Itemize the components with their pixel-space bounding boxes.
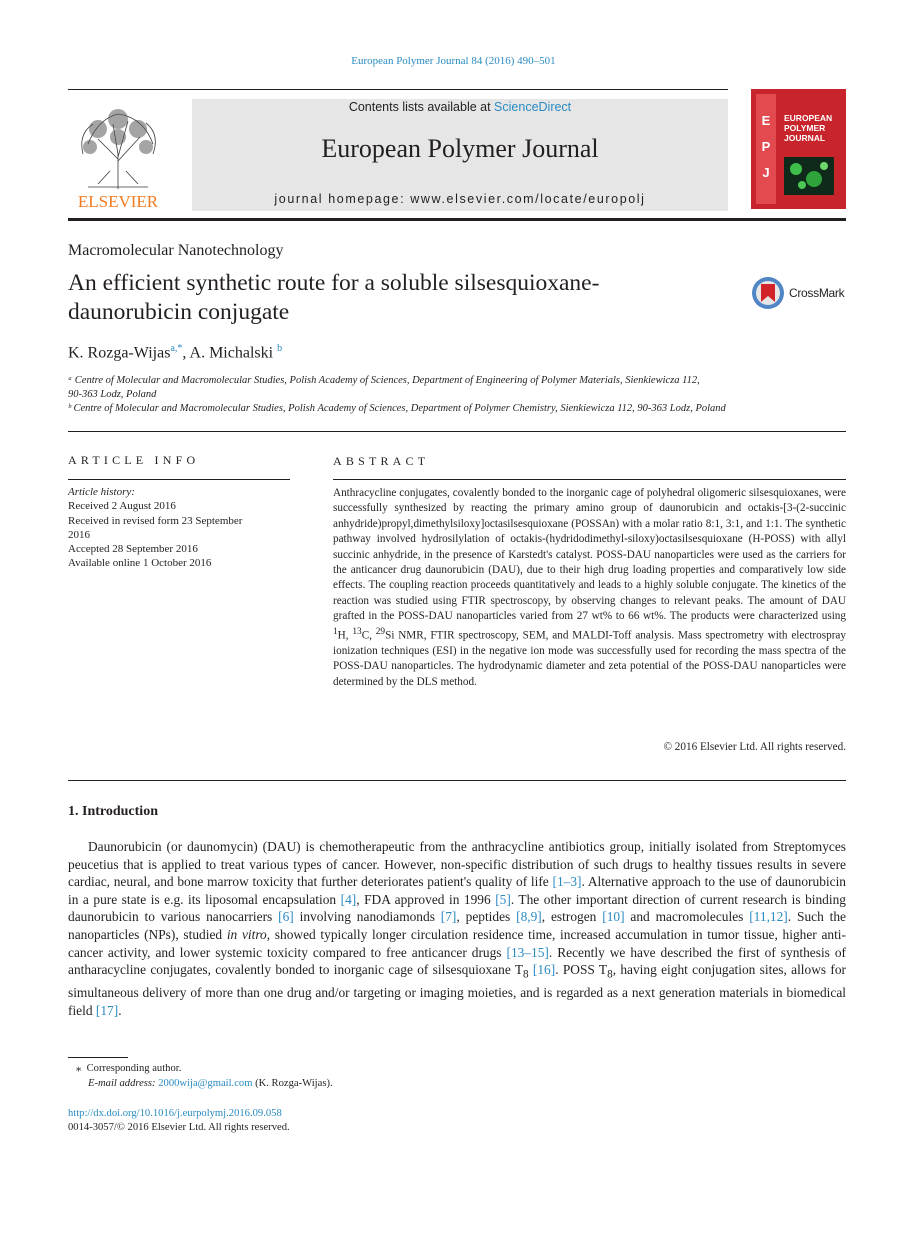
cover-title-line2: POLYMER [784, 123, 826, 133]
author-1: K. Rozga-Wijas [68, 344, 171, 362]
email-note [88, 1078, 333, 1089]
journal-cover [751, 89, 846, 209]
intro-text: and macromolecules [624, 909, 750, 925]
footnote-rule [68, 1057, 128, 1058]
header-top-rule [68, 89, 728, 90]
accepted-date: Accepted 28 September 2016 [68, 543, 198, 555]
crossmark-label: CrossMark [789, 286, 845, 300]
journal-homepage [192, 192, 728, 206]
corresponding-star: ⁎ [76, 1063, 82, 1074]
intro-text: , peptides [456, 909, 517, 925]
affiliation-b: ᵇ Centre of Molecular and Macromolecular Studies, Polish Academy of Sciences, Department of Polymer Chemistry, Sienkiewicza 112, 90-363 Lodz, Poland [68, 403, 726, 414]
intro-text: . Such the nanoparticles (NPs), studied [68, 909, 846, 942]
email-owner: (K. Rozga-Wijas). [252, 1078, 333, 1089]
article-info-rule [68, 479, 290, 480]
intro-text: . [118, 1003, 122, 1019]
cover-title-line1: EUROPEAN [784, 113, 833, 123]
crossmark-badge[interactable] [751, 276, 851, 312]
ref-link[interactable]: [17] [95, 1003, 119, 1019]
author-1-affil[interactable]: a,* [170, 343, 183, 354]
crossmark-icon [751, 276, 789, 312]
nmr-h-element: H, [337, 629, 353, 642]
revised-date-line1: Received in revised form 23 September [68, 515, 243, 527]
cover-title-line3: JOURNAL [784, 133, 826, 143]
sciencedirect-link[interactable]: ScienceDirect [494, 100, 572, 114]
article-title [68, 269, 708, 327]
introduction-heading: 1. Introduction [68, 804, 158, 819]
nmr-si-mass: 29 [375, 626, 386, 637]
abstract-text [333, 486, 846, 690]
ref-link[interactable]: [1–3] [552, 874, 582, 890]
affiliation-a-line2: 90-363 Lodz, Poland [68, 389, 157, 400]
issn-line: 0014-3057/© 2016 Elsevier Ltd. All rights reserved. [68, 1122, 290, 1133]
contents-line [192, 100, 728, 114]
abstract-body: Anthracycline conjugates, covalently bonded to the inorganic cage of polyhedral oligomeric silsesquioxanes, were successfully synthesized by reacting the primary amino group of daunorubicin and octakis-[3-(2-succinic anhydride)propyl,dimethylsiloxy]octasilsesquioxane (POSSAn) with a molar ratio 8:1, 3:1, and 1:1. The synthetic pathway involved hydrosilylation of octakis-(hydridodimethyl-siloxy)octasilsesquioxane (H-POSS) with allyl succinic anhydride, in the presence of Karstedt's catalyst. POSS-DAU nanoparticles were used as the carriers for the anticancer drug daunorubicin (DAU), due to their high drug loading properties and comparatively low side effects. The coupling reaction proceeds quantitatively and leads to a highly soluble conjugate. The kinetics of the reaction was studied using FTIR spectroscopy, by observing changes to relevant peaks. The amount of DAU grafted in the POSS-DAU nanoparticles varied from 27 wt% to 66 wt%. The products were characterized using [333, 487, 846, 623]
elsevier-wordmark: ELSEVIER [77, 192, 159, 211]
revised-date-line2: 2016 [68, 529, 90, 541]
ref-link[interactable]: [4] [340, 891, 357, 907]
cover-letter-p: P [761, 139, 771, 154]
nmr-c-mass: 13 [352, 626, 362, 637]
intro-text: involving nanodiamonds [293, 909, 441, 925]
ref-link[interactable]: [11,12] [749, 909, 788, 925]
cover-letter-e: E [761, 113, 771, 128]
intro-italic: in vitro [226, 926, 267, 942]
author-list [68, 343, 282, 362]
received-date: Received 2 August 2016 [68, 500, 176, 512]
header-bottom-rule [68, 218, 846, 221]
article-title-line2: daunorubicin conjugate [68, 299, 290, 325]
abstract-copyright: © 2016 Elsevier Ltd. All rights reserved. [663, 741, 846, 753]
intro-text: . Recently we have described the first of synthesis of antharacycline conjugates, covalently bonded to inorganic cage of silsesquioxane T [68, 944, 846, 978]
affiliation-a-line1: ᵃ Centre of Molecular and Macromolecular Studies, Polish Academy of Sciences, Department of Engineering of Polymer Materials, Sienkiewicza 112, [68, 375, 700, 386]
article-info-heading: ARTICLE INFO [68, 453, 200, 467]
abstract-body-end: Si NMR, FTIR spectroscopy, SEM, and MALDI-Toff analysis. Mass spectrometry with electrospray ionization techniques (ESI) in the negative ion mode was successfully used for recording the mass spectra of the POSS-DAU nanoparticles. The hydrodynamic diameter and zeta potential of the POSS-DAU nanoparticles were determined by the DLS method. [333, 629, 846, 688]
ref-link[interactable]: [16] [532, 962, 556, 978]
intro-text: , showed typically longer circulation residence time, increased accumulation in tumor tissue, higher anti-cancer activity, and lower systemic toxicity compared to free anticancer drugs [68, 926, 846, 960]
online-date: Available online 1 October 2016 [68, 557, 212, 569]
intro-text: , FDA approved in 1996 [356, 891, 496, 907]
homepage-prefix: journal homepage: [274, 192, 411, 206]
ref-link[interactable]: [6] [278, 909, 294, 925]
ref-link[interactable]: [8,9] [516, 909, 542, 925]
doi-link[interactable]: http://dx.doi.org/10.1016/j.eurpolymj.2016.09.058 [68, 1108, 282, 1119]
homepage-link[interactable]: www.elsevier.com/locate/europolj [410, 192, 646, 206]
subscript: 8 [523, 968, 529, 981]
email-label: E-mail address: [88, 1078, 159, 1089]
cover-strip [756, 94, 776, 204]
intro-text: , estrogen [541, 909, 603, 925]
subscript: 8 [607, 968, 613, 981]
author-2-affil[interactable]: b [277, 343, 283, 354]
article-history-label: Article history: [68, 486, 135, 498]
intro-text: . The other important direction of current research is binding daunorubicin to various nanocarriers [68, 891, 846, 925]
ref-link[interactable]: [7] [440, 909, 457, 925]
affiliation-a [68, 374, 846, 402]
article-section: Macromolecular Nanotechnology [68, 242, 284, 259]
abstract-heading: ABSTRACT [333, 454, 430, 468]
abstract-bottom-rule [68, 780, 846, 781]
author-separator: , [182, 344, 190, 362]
intro-text: . Alternative approach to the use of daunorubicin in a pure state is e.g. its liposomal encapsulation [68, 874, 846, 907]
introduction-paragraph [68, 838, 846, 1020]
cover-title [784, 113, 832, 143]
intro-text: , having eight conjugation sites, allows for simultaneous delivery of more than one drug and/or targeting or imaging moieties, and is regarded as a next generation materials in biomedical field [68, 962, 847, 1019]
article-title-line1: An efficient synthetic route for a soluble silsesquioxane- [68, 270, 600, 296]
corresponding-author-note [76, 1062, 181, 1074]
email-link[interactable]: 2000wija@gmail.com [158, 1078, 253, 1089]
author-2: A. Michalski [189, 344, 274, 362]
nmr-h-mass: 1 [333, 626, 338, 637]
ref-link[interactable]: [5] [495, 891, 511, 907]
frontmatter-rule [68, 431, 846, 432]
journal-citation[interactable]: European Polymer Journal 84 (2016) 490–501 [351, 55, 556, 67]
abstract-rule [333, 479, 846, 480]
cover-letter-j: J [762, 165, 770, 180]
intro-text: Daunorubicin (or daunomycin) (DAU) is chemotherapeutic from the anthracycline antibiotics group, initially isolated from Streptomyces peucetius that is applied to treat various types of cancer. However, non-specific distribution of such drugs to healthy tissues results in severe cardiac, neural, and bone marrow toxicity that further deteriorates patient's quality of life [68, 839, 846, 890]
ref-link[interactable]: [13–15] [506, 944, 549, 960]
journal-name: European Polymer Journal [321, 134, 599, 163]
ref-link[interactable]: [10] [602, 909, 625, 925]
intro-text: . POSS T [555, 962, 608, 978]
nmr-c-element: C, [361, 629, 376, 642]
corresponding-label: Corresponding author. [86, 1063, 182, 1074]
contents-prefix: Contents lists available at [348, 100, 495, 114]
elsevier-logo [68, 99, 168, 211]
cover-image [784, 157, 834, 195]
